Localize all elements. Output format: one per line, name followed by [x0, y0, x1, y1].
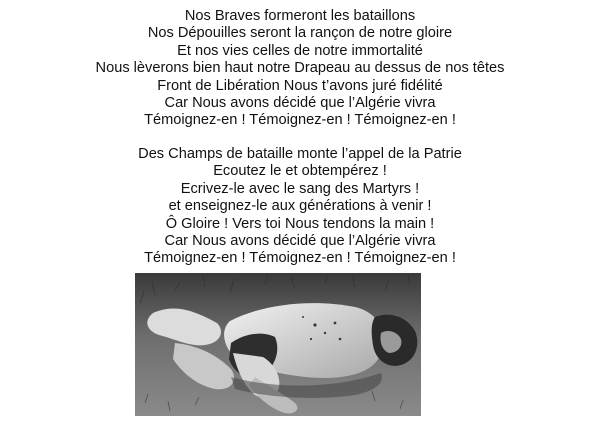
- poem-line: Front de Libération Nous t’avons juré fidélité: [157, 77, 443, 94]
- poem-line: Ô Gloire ! Vers toi Nous tendons la main !: [165, 215, 435, 232]
- poem-line: et enseignez-le aux générations à venir !: [168, 198, 432, 215]
- poem-line: Témoignez-en ! Témoignez-en ! Témoignez-en !: [144, 250, 456, 267]
- poem-stanza-2: [0, 146, 600, 268]
- photo-illustration: [135, 273, 421, 416]
- poem-stanza-1: [0, 8, 600, 130]
- poem-line: Ecoutez le et obtempérez !: [213, 163, 387, 180]
- poem-line: Nous lèverons bien haut notre Drapeau au dessus de nos têtes: [95, 60, 505, 77]
- poem-line: Car Nous avons décidé que l’Algérie vivra: [164, 95, 436, 112]
- poem-line: Car Nous avons décidé que l’Algérie vivra: [164, 233, 436, 250]
- historical-photo: [135, 273, 421, 416]
- poem-line: Des Champs de bataille monte l’appel de la Patrie: [138, 146, 462, 162]
- poem-line: Témoignez-en ! Témoignez-en ! Témoignez-en !: [144, 112, 456, 129]
- poem-line: Et nos vies celles de notre immortalité: [177, 42, 423, 59]
- poem-line: Nos Dépouilles seront la rançon de notre gloire: [147, 25, 453, 42]
- poem-line: Nos Braves formeront les bataillons: [184, 8, 416, 24]
- poem-line: Ecrivez-le avec le sang des Martyrs !: [180, 180, 420, 197]
